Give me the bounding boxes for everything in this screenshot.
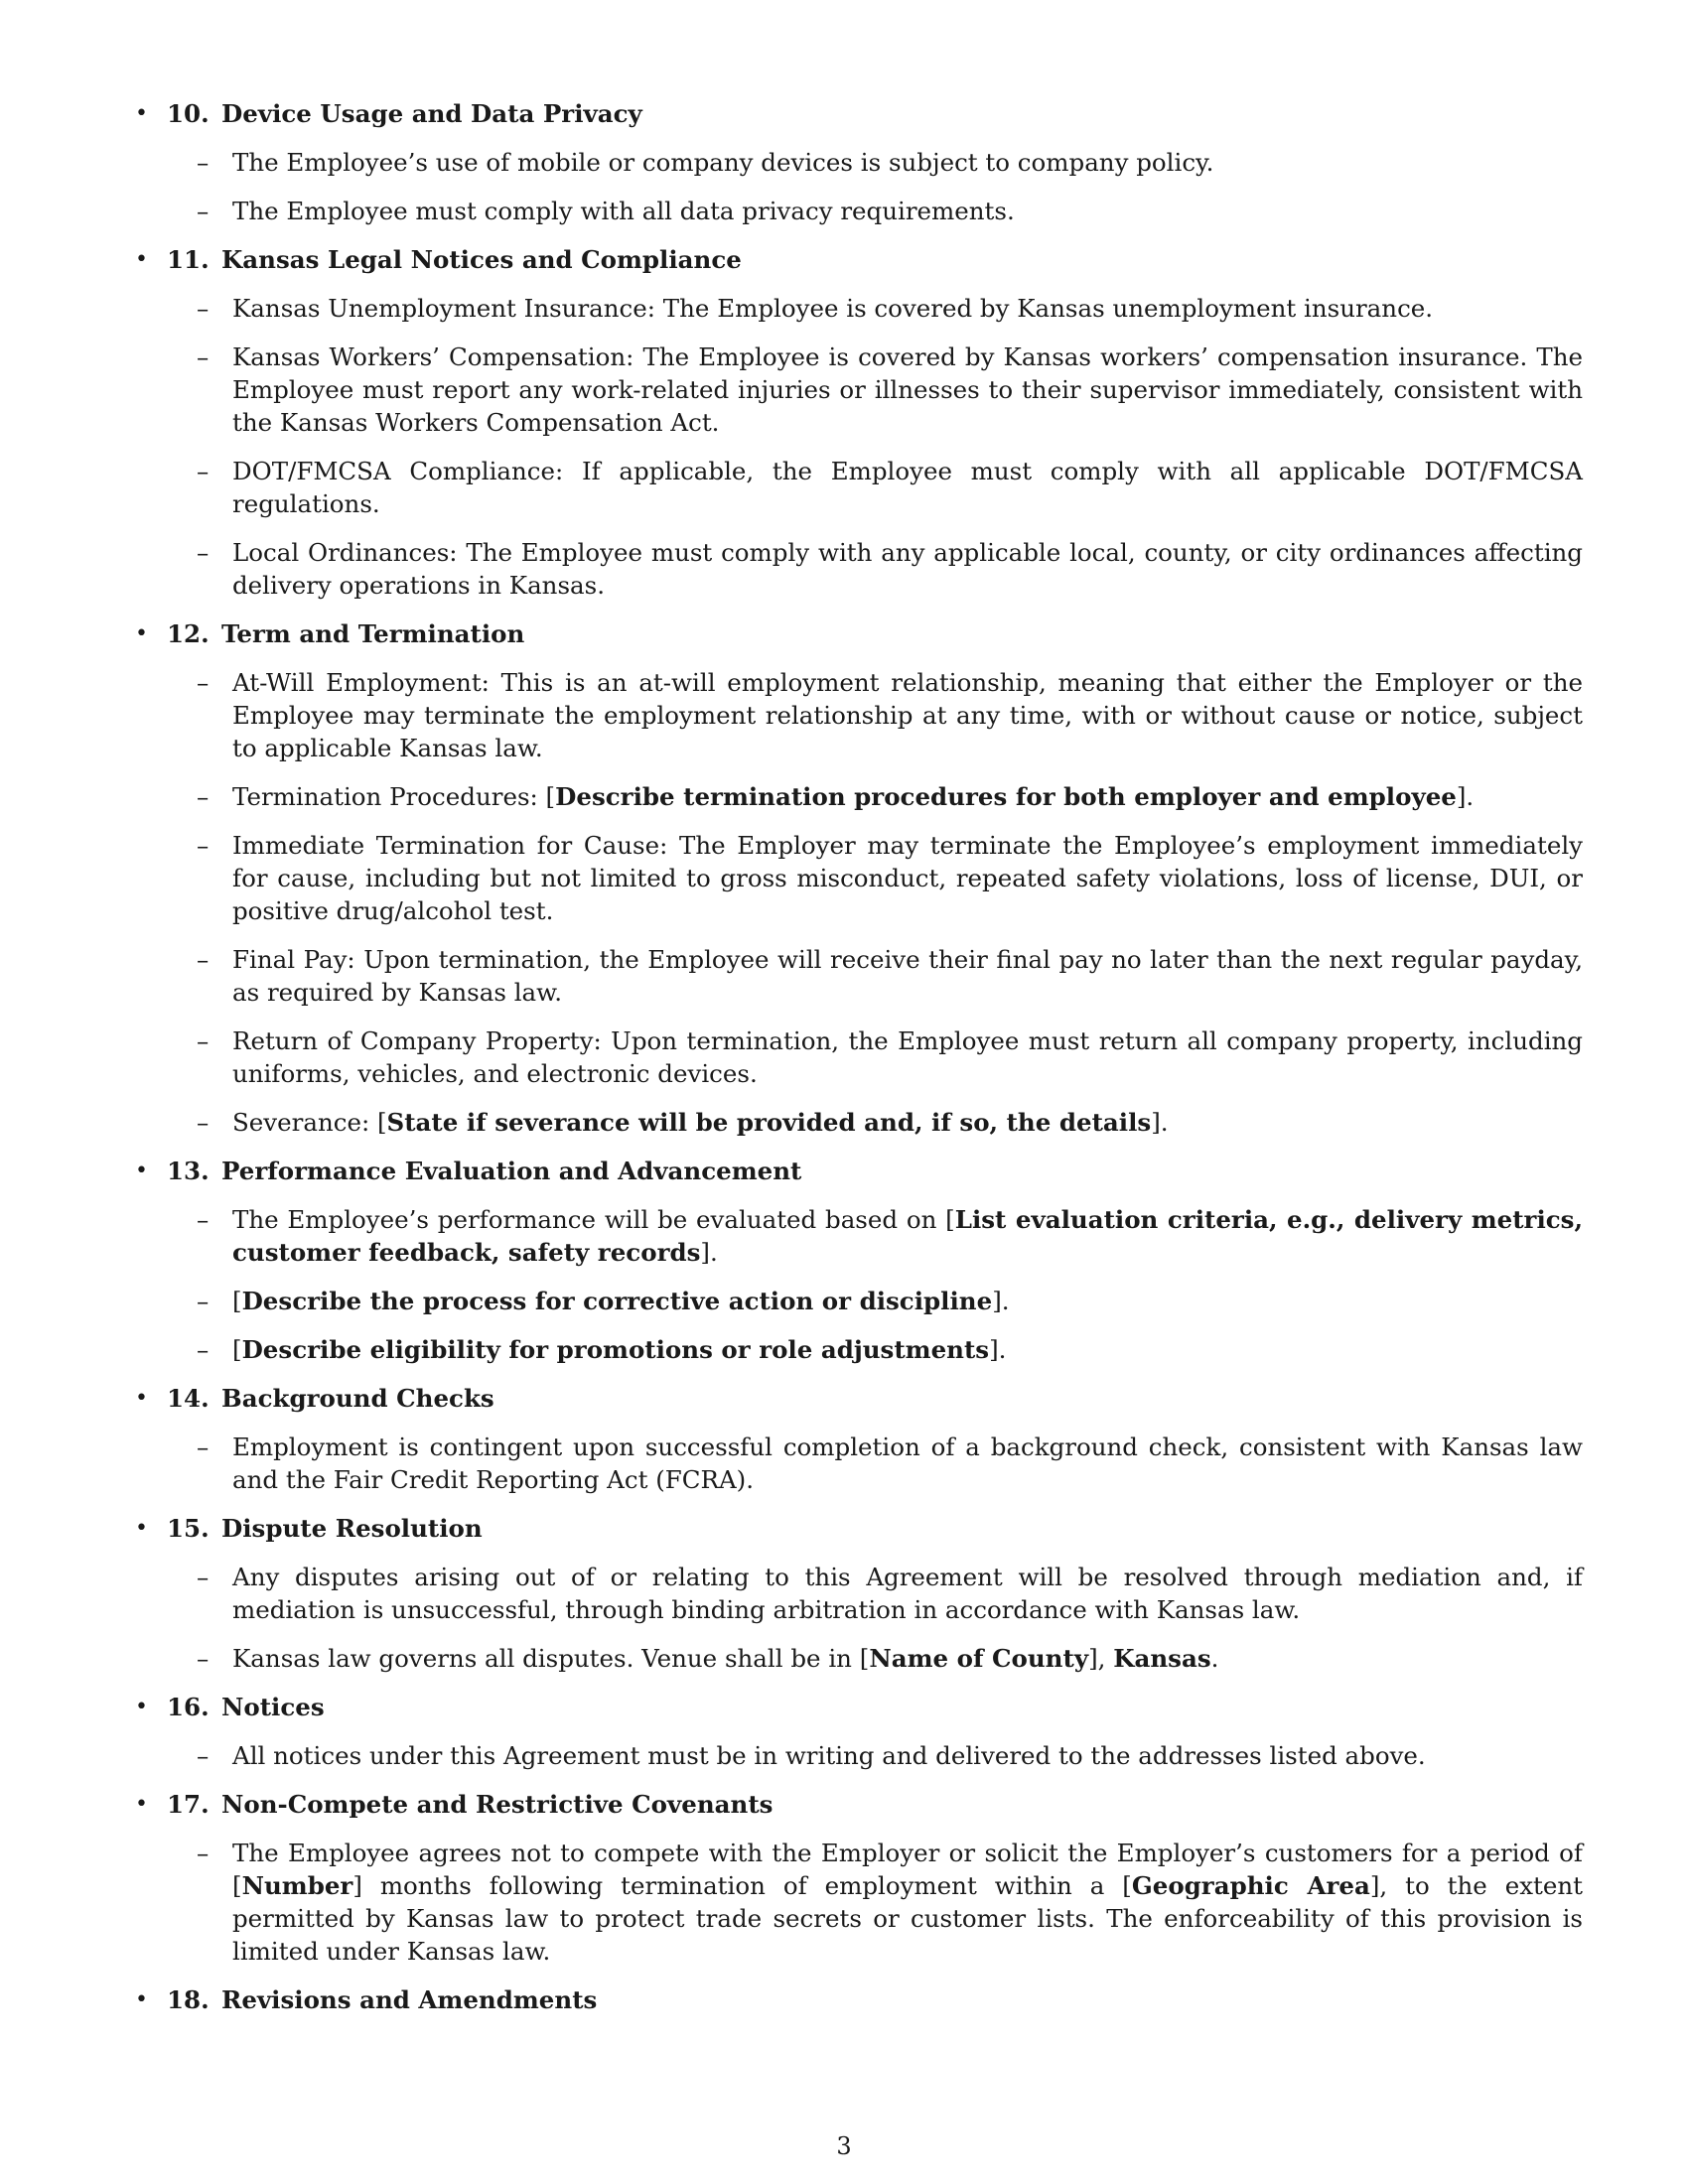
section-number: 11. <box>167 245 210 274</box>
item-text: ]. <box>992 1287 1010 1315</box>
section-heading <box>167 1983 1583 2016</box>
list-item <box>167 1333 1583 1366</box>
list-item <box>167 1024 1583 1090</box>
list-item <box>167 666 1583 764</box>
section-heading <box>167 1691 1583 1723</box>
item-text: ]. <box>700 1238 718 1267</box>
list-item <box>167 1837 1583 1968</box>
placeholder-text: Describe the process for corrective action or discipline <box>241 1287 993 1315</box>
subitem-list <box>167 1837 1583 1968</box>
section-14 <box>135 1382 1583 1496</box>
item-text: Final Pay: Upon termination, the Employee will receive their final pay no later than the next regular payday, as required by Kansas law. <box>232 945 1583 1007</box>
section-18 <box>135 1983 1583 2016</box>
section-heading <box>167 1155 1583 1187</box>
item-text: Kansas law governs all disputes. Venue shall be in [ <box>232 1644 870 1673</box>
item-text: Any disputes arising out of or relating to this Agreement will be resolved through mediation and, if mediation is unsuccessful, through binding arbitration in accordance with Kansas law. <box>232 1563 1583 1624</box>
page-number: 3 <box>836 2132 852 2160</box>
section-heading <box>167 617 1583 650</box>
item-text: At-Will Employment: This is an at-will employment relationship, meaning that either the Employer or the Employee may terminate the employment relationship at any time, with or without cause or notice, subject to applicable Kansas law. <box>232 668 1583 762</box>
item-text: All notices under this Agreement must be in writing and delivered to the addresses listed above. <box>232 1741 1426 1770</box>
list-item <box>167 146 1583 179</box>
item-text: DOT/FMCSA Compliance: If applicable, the Employee must comply with all applicable DOT/FMCSA regulations. <box>232 457 1583 518</box>
list-item <box>167 829 1583 927</box>
section-title: Term and Termination <box>221 619 525 648</box>
list-item <box>167 536 1583 602</box>
subitem-list <box>167 666 1583 1139</box>
item-text: Return of Company Property: Upon termination, the Employee must return all company property, including uniforms, vehicles, and electronic devices. <box>232 1026 1583 1088</box>
item-text: The Employee’s performance will be evaluated based on [ <box>232 1205 955 1234</box>
subitem-list <box>167 1739 1583 1772</box>
list-item <box>167 195 1583 227</box>
section-10 <box>135 97 1583 227</box>
item-text: The Employee agrees not to compete with the Employer or solicit the Employer’s customers for a period of [ <box>232 1839 1583 1900</box>
list-item <box>167 1431 1583 1496</box>
subitem-list <box>167 1431 1583 1496</box>
item-text: ] months following termination of employment within a [ <box>352 1871 1132 1900</box>
section-number: 16. <box>167 1693 210 1721</box>
item-text: ]. <box>989 1335 1007 1364</box>
section-heading <box>167 1788 1583 1821</box>
section-title: Notices <box>221 1693 325 1721</box>
item-text: [ <box>232 1335 242 1364</box>
section-heading <box>167 97 1583 130</box>
section-16 <box>135 1691 1583 1772</box>
section-title: Kansas Legal Notices and Compliance <box>221 245 742 274</box>
placeholder-text: Describe eligibility for promotions or role adjustments <box>241 1335 990 1364</box>
list-item <box>167 1739 1583 1772</box>
item-text: Employment is contingent upon successful completion of a background check, consistent with Kansas law and the Fair Credit Reporting Act (FCRA). <box>232 1433 1583 1494</box>
list-item <box>167 1285 1583 1317</box>
section-15 <box>135 1512 1583 1675</box>
item-text: [ <box>232 1287 242 1315</box>
placeholder-text: Number <box>241 1871 353 1900</box>
section-title: Background Checks <box>221 1384 494 1413</box>
placeholder-text: State if severance will be provided and, if so, the details <box>386 1108 1152 1137</box>
section-title: Non-Compete and Restrictive Covenants <box>221 1790 774 1819</box>
item-text: Local Ordinances: The Employee must comply with any applicable local, county, or city ordinances affecting delivery operations in Kansas. <box>232 538 1583 600</box>
section-12 <box>135 617 1583 1139</box>
list-item <box>167 1203 1583 1269</box>
section-number: 13. <box>167 1157 210 1185</box>
subitem-list <box>167 1561 1583 1675</box>
item-text: Kansas Workers’ Compensation: The Employee is covered by Kansas workers’ compensation insurance. The Employee must report any work-related injuries or illnesses to their supervisor immediately, consistent with the Kansas Workers Compensation Act. <box>232 342 1583 437</box>
section-number: 14. <box>167 1384 210 1413</box>
item-text: Termination Procedures: [ <box>232 782 556 811</box>
item-text: ], <box>1088 1644 1114 1673</box>
list-item <box>167 1642 1583 1675</box>
subitem-list <box>167 1203 1583 1366</box>
section-13 <box>135 1155 1583 1366</box>
placeholder-text: Kansas <box>1113 1644 1211 1673</box>
item-text: ]. <box>1456 782 1475 811</box>
section-17 <box>135 1788 1583 1968</box>
item-text: The Employee must comply with all data privacy requirements. <box>232 197 1015 225</box>
section-number: 17. <box>167 1790 210 1819</box>
item-text: Kansas Unemployment Insurance: The Employee is covered by Kansas unemployment insurance. <box>232 294 1434 323</box>
placeholder-text: Geographic Area <box>1131 1871 1370 1900</box>
section-title: Performance Evaluation and Advancement <box>221 1157 802 1185</box>
list-item <box>167 943 1583 1009</box>
section-list <box>135 97 1583 2016</box>
placeholder-text: Name of County <box>869 1644 1089 1673</box>
subitem-list <box>167 146 1583 227</box>
section-heading <box>167 1512 1583 1545</box>
item-text: ], to the extent permitted by Kansas law to protect trade secrets or customer lists. The enforceability of this provision is limited under Kansas law. <box>232 1871 1583 1966</box>
document-body <box>135 97 1583 2032</box>
section-heading <box>167 1382 1583 1415</box>
subitem-list <box>167 292 1583 602</box>
list-item <box>167 1561 1583 1626</box>
placeholder-text: Describe termination procedures for both employer and employee <box>555 782 1457 811</box>
section-heading <box>167 243 1583 276</box>
section-title: Device Usage and Data Privacy <box>221 99 642 128</box>
placeholder-text: List evaluation criteria, e.g., delivery metrics, customer feedback, safety records <box>232 1205 1583 1267</box>
section-title: Revisions and Amendments <box>221 1985 598 2014</box>
section-number: 15. <box>167 1514 210 1543</box>
list-item <box>167 341 1583 439</box>
section-11 <box>135 243 1583 602</box>
item-text: Immediate Termination for Cause: The Employer may terminate the Employee’s employment immediately for cause, including but not limited to gross misconduct, repeated safety violations, loss of license, DUI, or positive drug/alcohol test. <box>232 831 1583 925</box>
section-number: 18. <box>167 1985 210 2014</box>
section-title: Dispute Resolution <box>221 1514 483 1543</box>
section-number: 12. <box>167 619 210 648</box>
list-item <box>167 292 1583 325</box>
item-text: Severance: [ <box>232 1108 387 1137</box>
item-text: . <box>1210 1644 1219 1673</box>
list-item <box>167 455 1583 520</box>
list-item <box>167 780 1583 813</box>
list-item <box>167 1106 1583 1139</box>
item-text: ]. <box>1151 1108 1169 1137</box>
section-number: 10. <box>167 99 210 128</box>
item-text: The Employee’s use of mobile or company devices is subject to company policy. <box>232 148 1214 177</box>
